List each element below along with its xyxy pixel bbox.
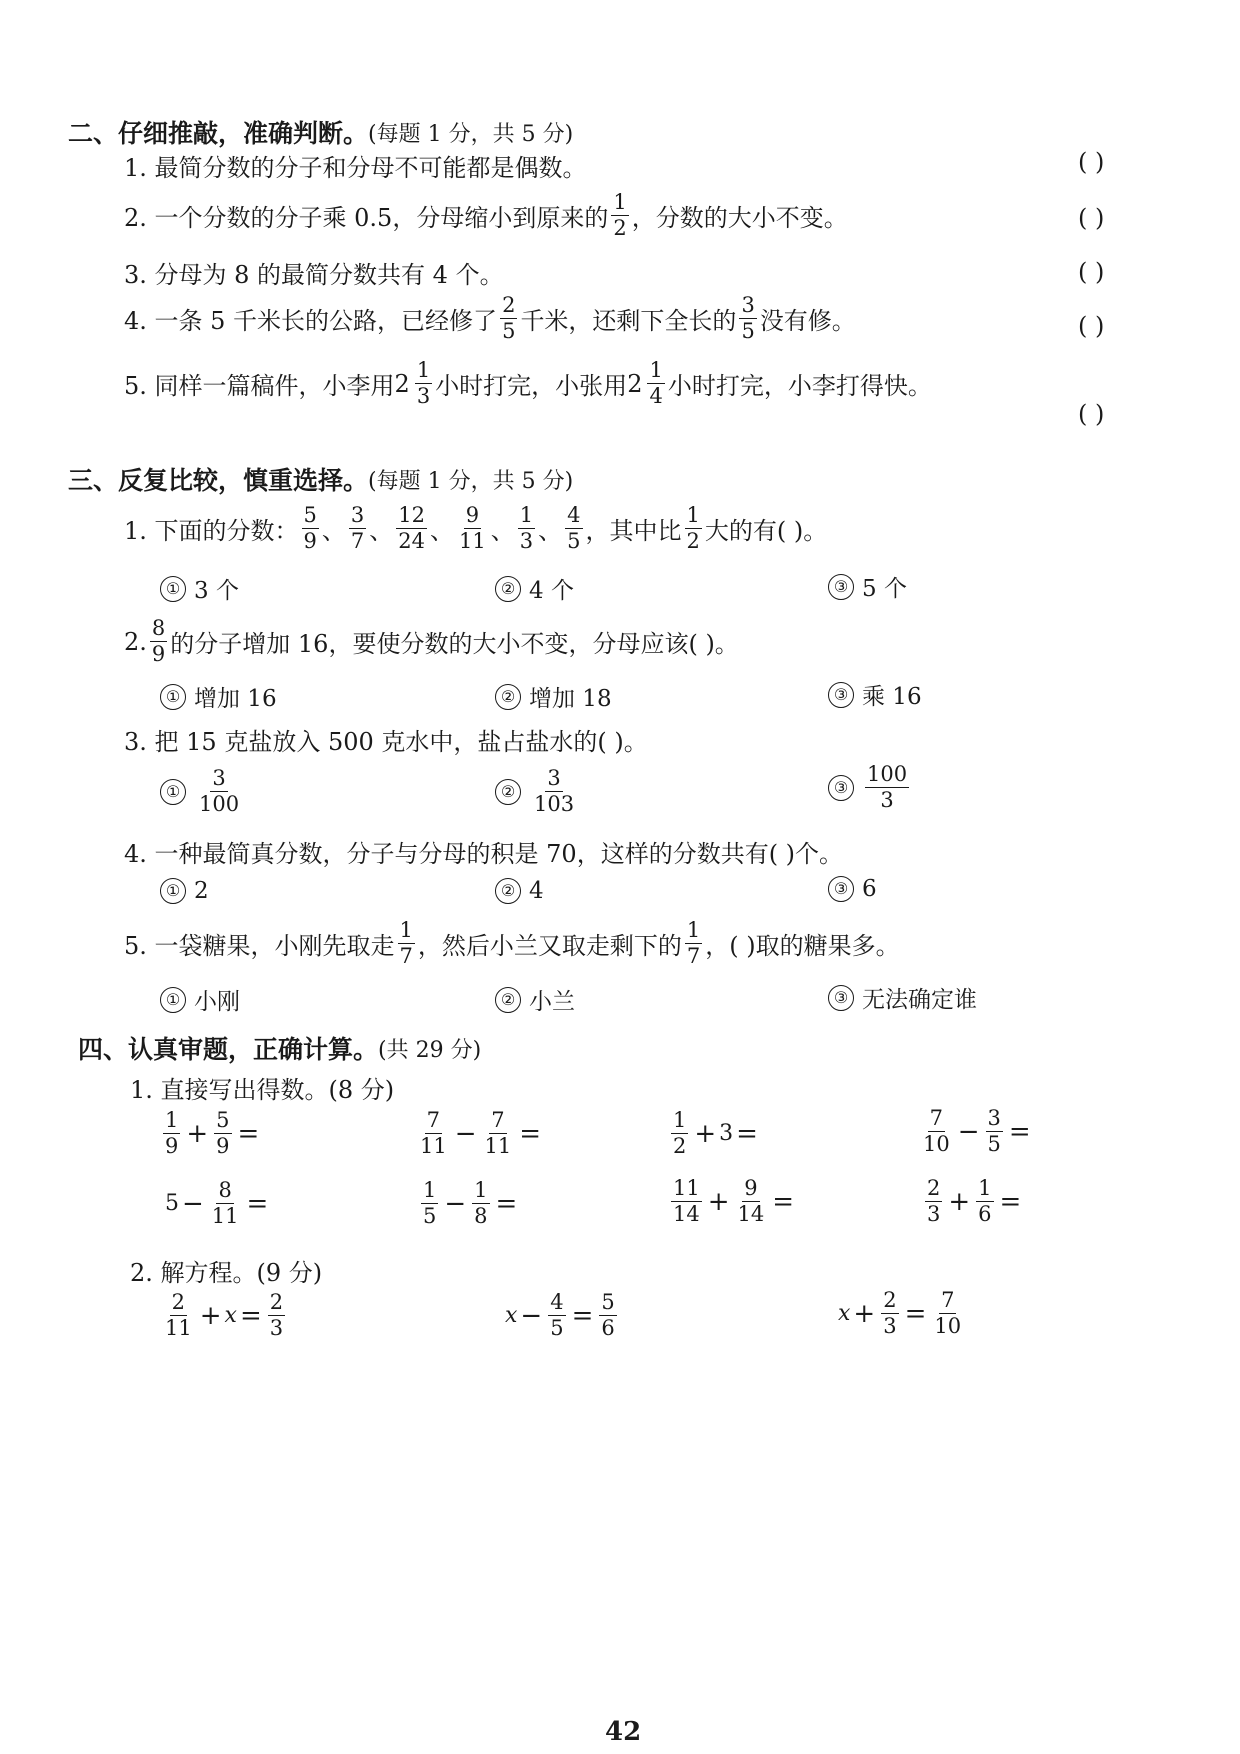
calc-problem-8: $\frac{2}{3}$ + $\frac{1}{6}$ = xyxy=(927,1176,1022,1226)
section-4-note: (共 29 分) xyxy=(378,1037,482,1063)
fraction: $\frac{1}{2}$ xyxy=(686,503,700,553)
fraction: $\frac{9}{11}$ xyxy=(459,503,486,553)
judge-item-3 xyxy=(124,255,504,290)
judge-item-2 xyxy=(124,192,848,239)
section-4-heading: 四、认真审题，正确计算。 xyxy=(78,1035,379,1064)
option-q3-a[interactable]: ① $\frac{3}{100}$ xyxy=(160,768,244,815)
choice-q2-pre: 2. xyxy=(124,627,147,656)
equation-2: x − $\frac{4}{5}$ = $\frac{5}{6}$ xyxy=(505,1290,615,1340)
judge-answer-5[interactable]: ( ) xyxy=(1078,400,1105,428)
calc-problem-2: $\frac{7}{11}$ − $\frac{7}{11}$ = xyxy=(420,1108,542,1158)
choice-q1-mid: ，其中比 xyxy=(585,517,682,545)
mixed-number: 2 $\frac{1}{3}$ xyxy=(394,358,431,408)
option-q1-c[interactable]: ③ 5 个 xyxy=(828,570,907,603)
judge-answer-4[interactable]: ( ) xyxy=(1078,312,1105,340)
judge-item-4-mid: 千米，还剩下全长的 xyxy=(520,307,737,335)
fraction: $\frac{3}{7}$ xyxy=(350,503,365,553)
fraction: $\frac{1}{2}$ xyxy=(613,190,627,240)
page-number: 42 xyxy=(605,1717,642,1747)
choice-q5-pre: 5. 一袋糖果，小刚先取走 xyxy=(124,932,395,960)
judge-item-4-post: 没有修。 xyxy=(759,307,856,335)
choice-q3 xyxy=(124,722,648,757)
option-q3-c[interactable]: ③ $\frac{100}{3}$ xyxy=(828,764,912,811)
section-2-title xyxy=(68,114,573,150)
choice-q1-post: 大的有( )。 xyxy=(704,517,828,545)
choice-q1-pre: 1. 下面的分数： xyxy=(124,517,299,545)
fraction: $\frac{1}{7}$ xyxy=(399,918,413,968)
judge-item-5-pre: 5. 同样一篇稿件，小李用 xyxy=(124,372,395,400)
option-q2-a[interactable]: ① 增加 16 xyxy=(160,680,277,713)
judge-item-5-post: 小时打完，小李打得快。 xyxy=(667,372,932,400)
choice-q4 xyxy=(124,834,843,869)
option-q4-c[interactable]: ③ 6 xyxy=(828,876,877,902)
choice-q4-text: 4. 一种最简真分数，分子与分母的积是 70，这样的分数共有( )个。 xyxy=(124,840,844,868)
option-q5-b[interactable]: ② 小兰 xyxy=(495,983,575,1016)
equation-1: $\frac{2}{11}$ + x = $\frac{2}{3}$ xyxy=(165,1290,284,1340)
calc-problem-7: $\frac{11}{14}$ + $\frac{9}{14}$ = xyxy=(673,1176,795,1226)
judge-item-4 xyxy=(124,295,856,342)
section-2-heading: 二、仔细推敲，准确判断。 xyxy=(68,119,369,148)
judge-item-4-pre: 4. 一条 5 千米长的公路，已经修了 xyxy=(124,307,498,335)
section-4-title xyxy=(78,1030,481,1066)
judge-item-1-text: 1. 最简分数的分子和分母不可能都是偶数。 xyxy=(124,154,587,182)
fraction: $\frac{3}{5}$ xyxy=(741,293,755,343)
fraction: $\frac{5}{9}$ xyxy=(303,503,317,553)
calc-sub-1 xyxy=(130,1070,394,1105)
judge-item-2-post: ，分数的大小不变。 xyxy=(631,204,848,232)
calc-problem-1: $\frac{1}{9}$ + $\frac{5}{9}$ = xyxy=(165,1108,260,1158)
fraction: $\frac{1}{7}$ xyxy=(686,918,701,968)
equation-3: x + $\frac{2}{3}$ = $\frac{7}{10}$ xyxy=(838,1288,962,1338)
fraction: $\frac{1}{3}$ xyxy=(519,503,534,553)
choice-q5 xyxy=(124,920,900,967)
choice-q2 xyxy=(124,618,739,665)
judge-item-1 xyxy=(124,148,587,183)
calc-sub-2-title: 2. 解方程。(9 分) xyxy=(130,1259,323,1287)
fraction: $\frac{4}{5}$ xyxy=(567,503,581,553)
fraction: $\frac{2}{5}$ xyxy=(502,293,516,343)
judge-item-5 xyxy=(124,360,932,407)
fraction: $\frac{8}{9}$ xyxy=(151,616,166,666)
calc-sub-2 xyxy=(130,1253,322,1288)
judge-answer-1[interactable]: ( ) xyxy=(1078,148,1105,176)
choice-q5-mid: ，然后小兰又取走剩下的 xyxy=(417,932,682,960)
option-q2-c[interactable]: ③ 乘 16 xyxy=(828,678,922,711)
choice-q5-post: ，( )取的糖果多。 xyxy=(705,932,900,960)
option-q2-b[interactable]: ② 增加 18 xyxy=(495,680,612,713)
choice-q3-text: 3. 把 15 克盐放入 500 克水中，盐占盐水的( )。 xyxy=(124,728,648,756)
section-3-title xyxy=(68,461,573,497)
section-2-note: (每题 1 分，共 5 分) xyxy=(368,121,574,147)
judge-answer-3[interactable]: ( ) xyxy=(1078,258,1105,286)
choice-q2-post: 的分子增加 16，要使分数的大小不变，分母应该( )。 xyxy=(170,630,739,658)
option-q1-a[interactable]: ① 3 个 xyxy=(160,572,239,605)
calc-problem-5: 5 − $\frac{8}{11}$ = xyxy=(165,1178,269,1228)
section-3-note: (每题 1 分，共 5 分) xyxy=(368,468,574,494)
choice-q1: 1. 下面的分数： $\frac{5}{9}$ 、 $\frac{3}{7}$ 、 $\frac{12}{24}$ 、 $\frac{9}{11}$ 、 $\frac{1}{3}$ 、 $\frac{4}{5}$ ，其中比 $\frac{1}{2}$ 大的有( )。 xyxy=(124,503,828,553)
option-q5-c[interactable]: ③ 无法确定谁 xyxy=(828,981,977,1014)
option-q5-a[interactable]: ① 小刚 xyxy=(160,983,240,1016)
calc-problem-3: $\frac{1}{2}$ + 3 = xyxy=(673,1108,758,1158)
option-q1-b[interactable]: ② 4 个 xyxy=(495,572,574,605)
option-q4-a[interactable]: ① 2 xyxy=(160,878,209,904)
calc-problem-4: $\frac{7}{10}$ − $\frac{3}{5}$ = xyxy=(923,1106,1031,1156)
calc-problem-6: $\frac{1}{5}$ − $\frac{1}{8}$ = xyxy=(423,1178,518,1228)
judge-answer-2[interactable]: ( ) xyxy=(1078,204,1105,232)
option-q3-b[interactable]: ② $\frac{3}{103}$ xyxy=(495,768,579,815)
judge-item-5-mid: 小时打完，小张用 xyxy=(435,372,628,400)
fraction: $\frac{12}{24}$ xyxy=(398,503,426,553)
judge-item-2-pre: 2. 一个分数的分子乘 0.5，分母缩小到原来的 xyxy=(124,204,609,232)
calc-sub-1-title: 1. 直接写出得数。(8 分) xyxy=(130,1076,395,1104)
judge-item-3-text: 3. 分母为 8 的最简分数共有 4 个。 xyxy=(124,261,504,289)
mixed-number: 2 $\frac{1}{4}$ xyxy=(627,358,663,408)
section-3-heading: 三、反复比较，慎重选择。 xyxy=(68,466,369,495)
option-q4-b[interactable]: ② 4 xyxy=(495,878,544,904)
